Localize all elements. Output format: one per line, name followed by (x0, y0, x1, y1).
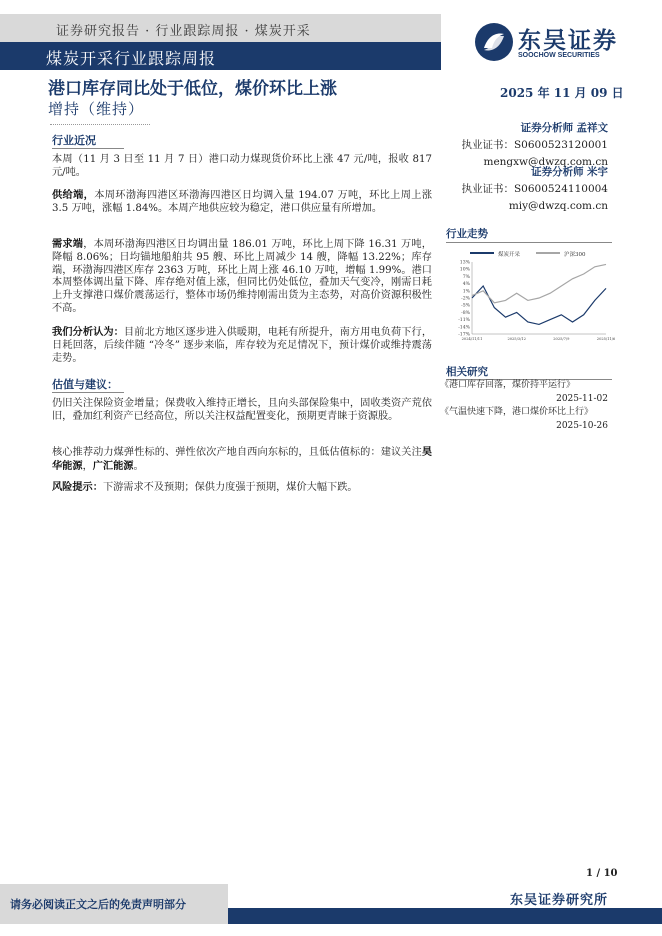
analyst-2-cert: S0600524110004 (513, 183, 608, 195)
related-list (440, 379, 608, 433)
report-date: 2025 年 11 月 09 日 (500, 86, 624, 100)
y-tick-label: -11% (458, 318, 470, 324)
logo-chinese-name: 东吴证券 (518, 27, 618, 54)
paragraph-valuation-2 (52, 446, 432, 474)
analyst-1-email[interactable]: mengxw@dwzq.com.cn (483, 156, 608, 168)
demand-label: 需求端 (52, 238, 84, 250)
y-tick-label: 1% (462, 289, 470, 295)
related-item-1-title[interactable]: 《港口库存回落，煤价持平运行》 (440, 380, 576, 390)
report-series-text: 煤炭开采行业跟踪周报 (46, 49, 217, 68)
divider (50, 124, 150, 125)
x-tick-label: 2025/3/12 (507, 337, 526, 341)
series-line-industry (472, 286, 606, 324)
analyst-1-cert-label: 执业证书： (461, 139, 514, 151)
disclaimer-text[interactable]: 请务必阅读正文之后的免责声明部分 (10, 898, 186, 911)
logo-english-name: SOOCHOW SECURITIES (518, 52, 600, 59)
y-tick-label: 13% (459, 260, 470, 266)
industry-trend-chart (446, 244, 616, 344)
page-number: 1 / 10 (586, 868, 618, 879)
analyst-2-cert-line (440, 181, 608, 198)
analyst-1-role: 证券分析师 (520, 122, 574, 134)
paragraph-valuation-1: 仍旧关注保险资金增量；保费收入维持正增长，且向头部保险集中，固收类资产荒依旧，叠加红利资产已经高位，所以关注权益配置变化，预期更青睐于资源股。 (52, 398, 432, 422)
risk-text: 下游需求不及预期；保供力度强于预期，煤价大幅下跌。 (102, 482, 358, 493)
analyst-2-role-line (440, 164, 608, 181)
section-rule (52, 148, 124, 149)
supply-label: 供给端， (52, 189, 95, 201)
period: 。 (133, 460, 144, 472)
y-tick-label: -17% (458, 332, 470, 338)
analyst-2-cert-label: 执业证书： (461, 183, 514, 195)
x-tick-label: 2024/11/11 (461, 337, 483, 341)
paragraph-risk (52, 481, 432, 495)
section-rule (446, 242, 612, 243)
x-tick-label: 2025/7/9 (553, 337, 570, 341)
separator: ， (82, 460, 93, 472)
stock-guanghui: 广汇能源 (92, 459, 134, 472)
report-type-text: 证券研究报告 · 行业跟踪周报 · 煤炭开采 (56, 24, 311, 39)
section-rule (52, 392, 124, 393)
stock-haohua: 昊华能源 (52, 446, 432, 472)
related-item-2-date: 2025-10-26 (556, 420, 608, 431)
paragraph-demand (52, 238, 432, 316)
legend-label-industry: 煤炭开采 (498, 252, 521, 258)
analyst-1-name: 孟祥文 (576, 122, 608, 134)
related-title: 相关研究 (446, 366, 488, 378)
series-line-index (472, 264, 606, 302)
y-tick-label: -8% (461, 310, 470, 316)
institute-name: 东吴证券研究所 (510, 893, 609, 908)
analyst-2-name: 米宇 (587, 166, 608, 178)
paragraph-supply (52, 189, 432, 216)
y-tick-label: -2% (461, 296, 470, 302)
y-tick-label: -5% (461, 303, 470, 309)
disclaimer-box (0, 884, 228, 924)
analyst-1-cert: S0600523120001 (513, 139, 608, 151)
related-item-1-date: 2025-11-02 (556, 393, 608, 404)
analyst-2-role: 证券分析师 (531, 166, 584, 178)
demand-text: ，本周环渤海四港区日均调出量 186.01 万吨，环比上周下降 16.31 万吨，降幅 8.06%；日均锚地船舶共 95 艘、环比上周减少 14 艘，降幅 13.22%；库存端，环渤海四港区库存 2363 万吨，环比上周上涨 46.10 万吨，增幅 1.99%。港口本周整体调出量下降、库存绝对值上涨，但同比仍处低位，叠加天气变冷，刚需日耗上升支撑港口煤价震荡运行，整体市场仍维持刚需出货为主态势，对高价资源积极性不高。 (52, 239, 432, 314)
legend-label-index: 沪深300 (564, 252, 586, 258)
footer-bar (228, 908, 662, 924)
x-tick-label: 2025/11/6 (596, 337, 616, 341)
analyst-2-email[interactable]: miy@dwzq.com.cn (508, 200, 608, 212)
section-title-valuation: 估值与建议： (52, 378, 118, 391)
y-tick-label: 10% (459, 267, 470, 273)
analyst-1-role-line (440, 120, 608, 137)
y-tick-label: -14% (458, 325, 470, 331)
risk-label: 风险提示： (52, 481, 103, 493)
rating: 增持（维持） (48, 100, 145, 118)
y-tick-label: 7% (462, 274, 470, 280)
supply-text: 本周环渤海四港区环渤海四港区日均调入量 194.07 万吨，环比上周上涨 3.5 万吨，涨幅 1.84%。本周产地供应较为稳定，港口供应量有所增加。 (52, 190, 433, 214)
report-title: 港口库存同比处于低位，煤价环比上涨 (48, 79, 337, 99)
analyst-1-cert-line (440, 137, 608, 154)
analysis-label: 我们分析认为： (52, 326, 124, 338)
paragraph-analysis (52, 326, 432, 365)
related-item-2-title[interactable]: 《气温快速下降，港口煤价环比上行》 (440, 407, 594, 417)
analyst-2 (440, 164, 608, 215)
valuation-text: 核心推荐动力煤弹性标的、弹性依次产地自西向东标的，且低估值标的：建议关注 (52, 447, 422, 458)
paragraph-recent: 本周（11 月 3 日至 11 月 7 日）港口动力煤现货价环比上涨 47 元/吨，报收 817 元/吨。 (52, 154, 432, 178)
soochow-logo (474, 22, 634, 66)
y-tick-label: 4% (462, 282, 470, 288)
trend-title: 行业走势 (446, 228, 488, 240)
report-series-bar (0, 42, 441, 70)
report-type-bar (0, 14, 441, 42)
section-title-recent: 行业近况 (52, 134, 96, 147)
soochow-logo-icon (474, 22, 514, 62)
analysis-text: 目前北方地区逐步进入供暖期，电耗有所提升，南方用电负荷下行，日耗回落，后续伴随 “冷冬” 逐步来临，库存较为充足情况下，预计煤价或维持震荡走势。 (52, 327, 433, 364)
